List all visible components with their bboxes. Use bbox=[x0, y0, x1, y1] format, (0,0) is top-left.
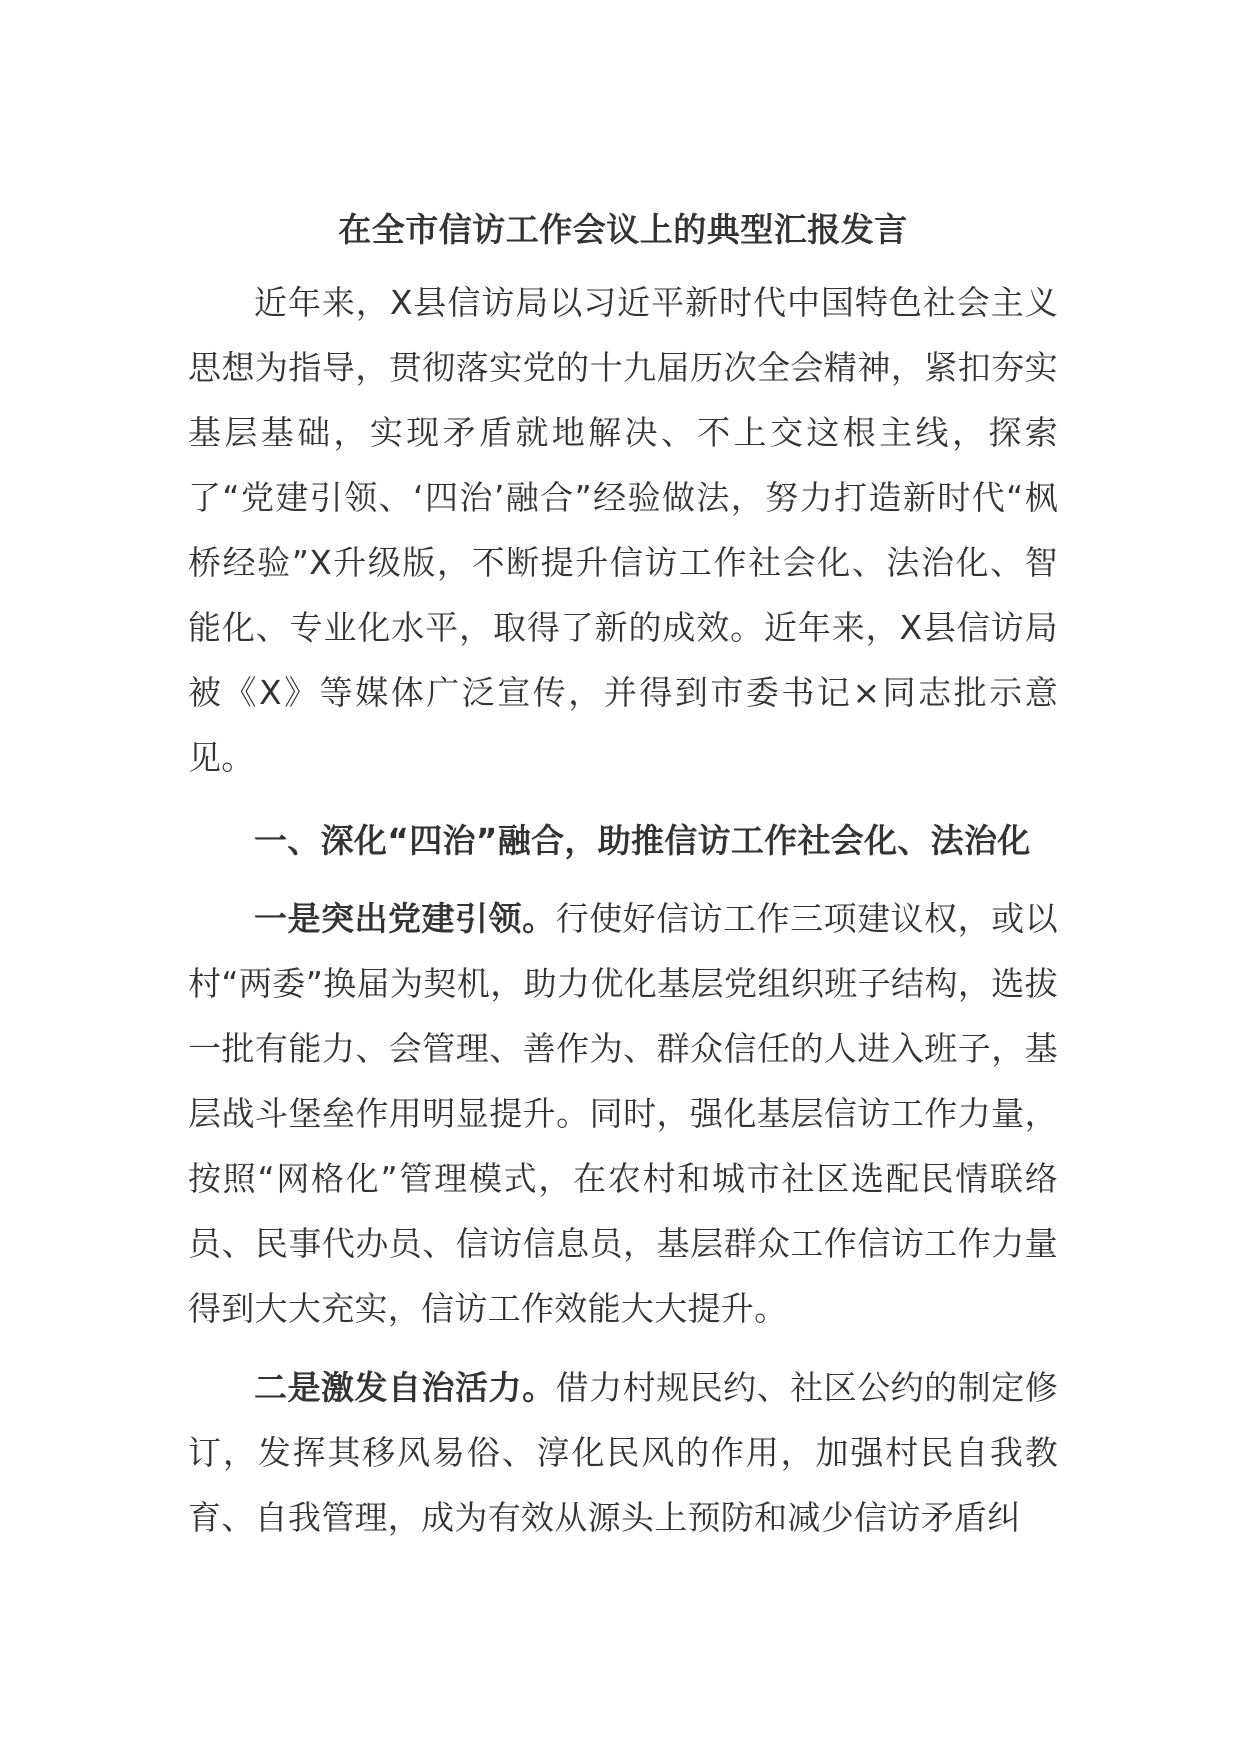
paragraph-lead: 二是激发自治活力。 bbox=[254, 1368, 556, 1407]
paragraph-self-governance bbox=[188, 1355, 1058, 1550]
paragraph-lead: 一是突出党建引领。 bbox=[254, 899, 556, 938]
paragraph-text: 行使好信访工作三项建议权，或以村“两委”换届为契机，助力优化基层党组织班子结构，选拔一批有能力、会管理、善作为、群众信任的人进入班子，基层战斗堡垒作用明显提升。同时，强化基层信访工作力量，按照“网格化”管理模式，在农村和城市社区选配民情联络员、民事代办员、信访信息员，基层群众工作信访工作力量得到大大充实，信访工作效能大大提升。 bbox=[188, 899, 1058, 1328]
section-heading: 一、深化“四治”融合，助推信访工作社会化、法治化 bbox=[254, 821, 1031, 860]
intro-paragraph: 近年来，X县信访局以习近平新时代中国特色社会主义思想为指导，贯彻落实党的十九届历次全会精神，紧扣夯实基层基础，实现矛盾就地解决、不上交这根主线，探索了“党建引领、‘四治’融合”经验做法，努力打造新时代“枫桥经验”X升级版，不断提升信访工作社会化、法治化、智能化、专业化水平，取得了新的成效。近年来，X县信访局被《X》等媒体广泛宣传，并得到市委书记×同志批示意见。 bbox=[188, 283, 1058, 777]
paragraph-text: 借力村规民约、社区公约的制定修订，发挥其移风易俗、淳化民风的作用，加强村民自我教育、自我管理，成为有效从源头上预防和减少信访矛盾纠 bbox=[188, 1368, 1058, 1537]
document-page bbox=[188, 200, 1058, 1550]
document-title: 在全市信访工作会议上的典型汇报发言 bbox=[338, 210, 908, 249]
paragraph-party-building bbox=[188, 886, 1058, 1341]
